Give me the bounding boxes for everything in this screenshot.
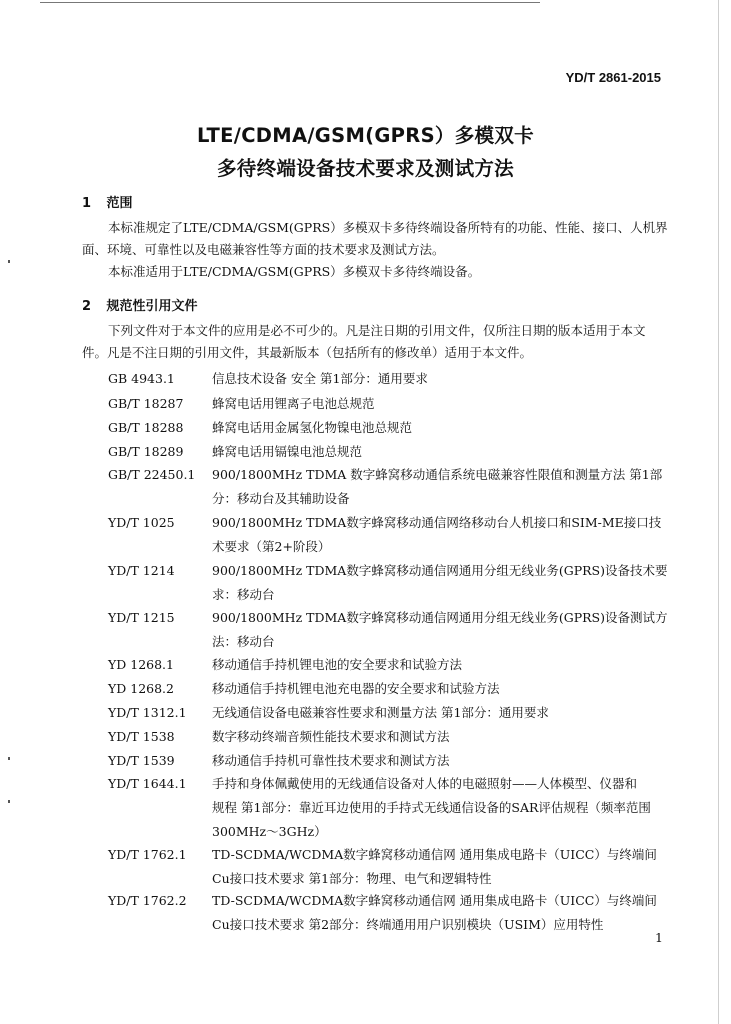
document-number: YD/T 2861-2015 [565,70,661,85]
reference-title-line: 求：移动台 [212,587,275,602]
paragraph-line: 件。凡是不注日期的引用文件，其最新版本（包括所有的修改单）适用于本文件。 [82,345,533,360]
reference-title [212,701,662,725]
reference-title [212,463,662,511]
section-title: 规范性引用文件 [106,299,198,314]
references-intro [82,320,662,364]
reference-code: YD/T 1215 [108,610,175,625]
reference-title-line: 规程 第1部分：靠近耳边使用的手持式无线通信设备的SAR评估规程（频率范围 [212,800,651,815]
reference-title-line: 移动通信手持机可靠性技术要求和测试方法 [212,753,450,768]
reference-title-line: 分：移动台及其辅助设备 [212,491,350,506]
paragraph-line: 下列文件对于本文件的应用是必不可少的。凡是注日期的引用文件，仅所注日期的版本适用于本文 [108,323,646,338]
reference-code: GB/T 18289 [108,444,184,459]
reference-title [212,772,662,844]
reference-code: YD 1268.2 [108,681,174,696]
reference-title-line: 300MHz～3GHz） [212,824,327,839]
reference-code: YD/T 1762.1 [108,847,187,862]
reference-title-line: 数字移动终端音频性能技术要求和测试方法 [212,729,450,744]
reference-code: GB/T 18288 [108,420,184,435]
scan-speck [8,757,10,760]
section-heading-scope [82,192,133,211]
reference-title-line: TD-SCDMA/WCDMA数字蜂窝移动通信网 通用集成电路卡（UICC）与终端间 [212,893,657,908]
section-title: 范围 [106,196,133,211]
page-number: 1 [655,930,663,945]
reference-code: YD/T 1214 [108,563,175,578]
reference-title-line: 移动通信手持机锂电池充电器的安全要求和试验方法 [212,681,500,696]
reference-code: GB 4943.1 [108,371,175,386]
reference-title-line: Cu接口技术要求 第1部分：物理、电气和逻辑特性 [212,871,492,886]
reference-title [212,440,662,464]
reference-title-line: 无线通信设备电磁兼容性要求和测量方法 第1部分：通用要求 [212,705,549,720]
reference-code: YD/T 1539 [108,753,175,768]
paragraph-line: 本标准规定了LTE/CDMA/GSM(GPRS）多模双卡多待终端设备所特有的功能、性能、接口、人机界 [108,220,668,235]
reference-title-line: 蜂窝电话用锂离子电池总规范 [212,396,375,411]
reference-title [212,367,662,391]
reference-code: YD 1268.1 [108,657,174,672]
reference-code: YD/T 1312.1 [108,705,187,720]
reference-title-line: 900/1800MHz TDMA数字蜂窝移动通信网络移动台人机接口和SIM-ME接口技 [212,515,662,530]
reference-title-line: 移动通信手持机锂电池的安全要求和试验方法 [212,657,463,672]
scope-paragraph-2 [82,261,662,283]
reference-title-line: 900/1800MHz TDMA数字蜂窝移动通信网通用分组无线业务(GPRS)设备技术要 [212,563,668,578]
reference-title [212,392,662,416]
reference-title-line: 手持和身体佩戴使用的无线通信设备对人体的电磁照射——人体模型、仪器和 [212,776,638,791]
scan-speck [8,800,10,803]
reference-code: YD/T 1025 [108,515,175,530]
reference-title [212,511,662,559]
reference-title-line: TD-SCDMA/WCDMA数字蜂窝移动通信网 通用集成电路卡（UICC）与终端间 [212,847,657,862]
document-title-line2: 多待终端设备技术要求及测试方法 [216,157,514,180]
reference-code: GB/T 18287 [108,396,184,411]
reference-title [212,749,662,773]
reference-title [212,889,662,937]
section-number: 1 [82,196,92,211]
reference-title-line: 法：移动台 [212,634,275,649]
paragraph-line: 本标准适用于LTE/CDMA/GSM(GPRS）多模双卡多待终端设备。 [108,264,481,279]
document-title-line1: LTE/CDMA/GSM(GPRS）多模双卡 [197,124,534,147]
reference-title-line: 900/1800MHz TDMA 数字蜂窝移动通信系统电磁兼容性限值和测量方法 第1部 [212,467,663,482]
reference-code: YD/T 1538 [108,729,175,744]
paragraph-line: 面、环境、可靠性以及电磁兼容性等方面的技术要求及测试方法。 [82,242,445,257]
reference-title [212,653,662,677]
scan-speck [8,260,10,263]
reference-title [212,843,662,891]
section-heading-normative-references [82,295,198,314]
reference-title [212,677,662,701]
reference-title [212,725,662,749]
reference-title [212,416,662,440]
reference-title-line: Cu接口技术要求 第2部分：终端通用用户识别模块（USIM）应用特性 [212,917,604,932]
reference-title-line: 蜂窝电话用镉镍电池总规范 [212,444,363,459]
reference-title-line: 术要求（第2+阶段） [212,539,331,554]
scope-paragraph-1 [82,217,668,261]
reference-code: GB/T 22450.1 [108,467,196,482]
reference-title-line: 蜂窝电话用金属氢化物镍电池总规范 [212,420,413,435]
reference-title-line: 信息技术设备 安全 第1部分：通用要求 [212,371,428,386]
section-number: 2 [82,299,92,314]
reference-title-line: 900/1800MHz TDMA数字蜂窝移动通信网通用分组无线业务(GPRS)设备测试方 [212,610,668,625]
reference-code: YD/T 1644.1 [108,776,187,791]
reference-title [212,606,668,654]
scan-edge-line [40,2,540,3]
reference-title [212,559,668,607]
reference-code: YD/T 1762.2 [108,893,187,908]
